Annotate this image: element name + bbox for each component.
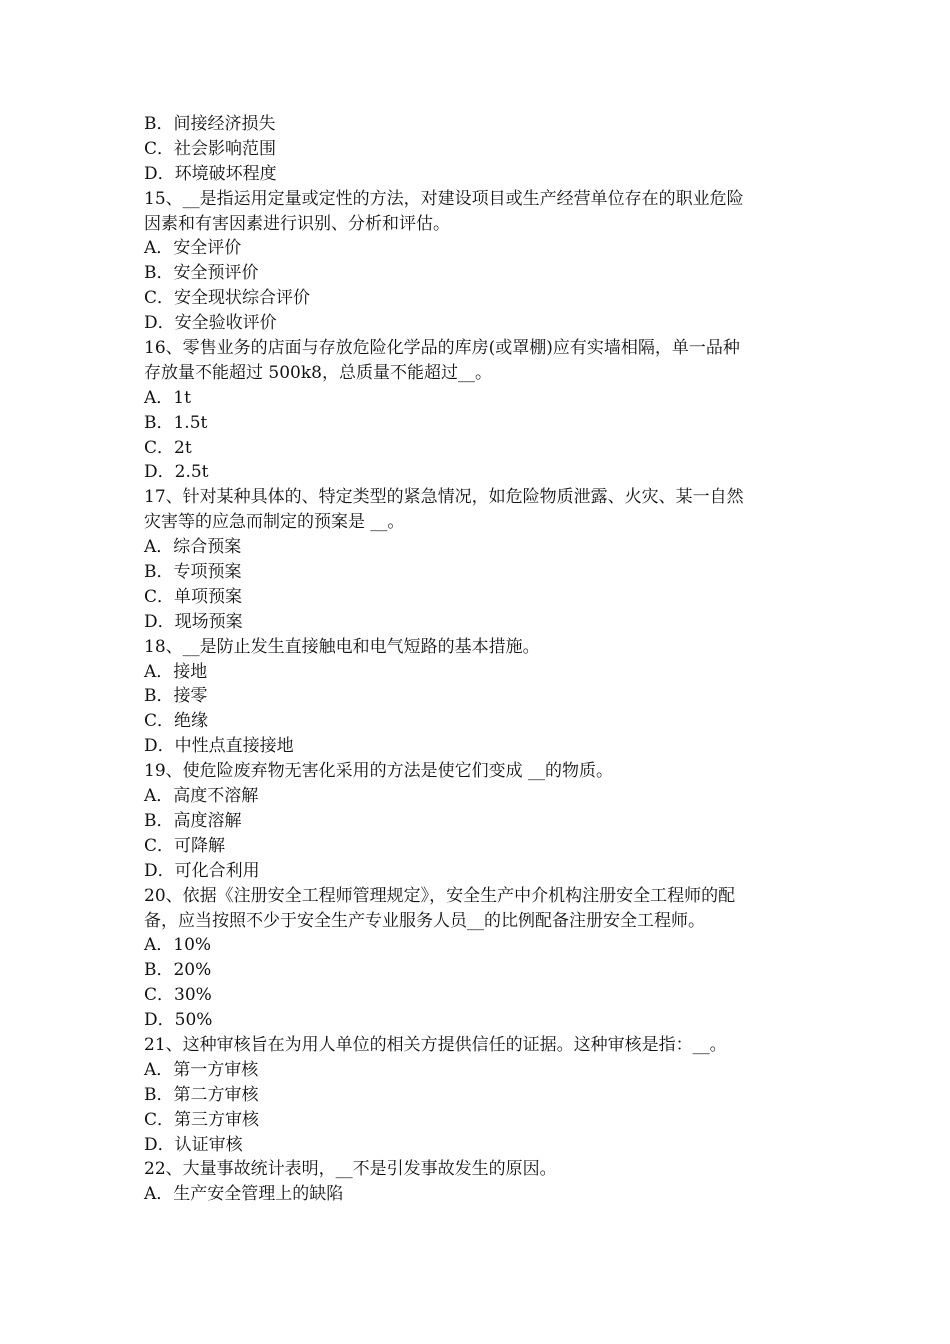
option-line: B．安全预评价	[144, 263, 259, 284]
option-line: D．安全验收评价	[144, 313, 277, 334]
question-line: 17、针对某种具体的、特定类型的紧急情况，如危险物质泄露、火灾、某一自然	[144, 487, 744, 508]
option-line: B．第二方审核	[144, 1084, 259, 1105]
question-line: 因素和有害因素进行识别、分析和评估。	[144, 213, 450, 234]
option-line: B．接零	[144, 686, 208, 707]
option-line: A．接地	[144, 661, 208, 682]
option-line: D．50%	[144, 1010, 213, 1031]
option-line: D．现场预案	[144, 611, 243, 632]
question-line: 19、使危险废弃物无害化采用的方法是使它们变成 __的物质。	[144, 761, 614, 782]
option-line: B．专项预案	[144, 562, 242, 583]
question-line: 18、__是防止发生直接触电和电气短路的基本措施。	[144, 636, 540, 657]
option-line: C．第三方审核	[144, 1109, 260, 1130]
option-line: A．安全评价	[144, 238, 242, 259]
option-line: C．社会影响范围	[144, 138, 277, 159]
option-line: A．第一方审核	[144, 1059, 259, 1080]
option-line: B．高度溶解	[144, 810, 242, 831]
question-line: 存放量不能超过 500k8，总质量不能超过__。	[144, 362, 492, 383]
option-line: C．30%	[144, 985, 212, 1006]
question-line: 16、零售业务的店面与存放危险化学品的库房(或罩棚)应有实墙相隔，单一品种	[144, 338, 740, 359]
option-line: A．高度不溶解	[144, 786, 259, 807]
option-line: A．综合预案	[144, 537, 242, 558]
option-line: A．生产安全管理上的缺陷	[144, 1184, 344, 1205]
option-line: D．2.5t	[144, 462, 209, 483]
option-line: C．绝缘	[144, 711, 209, 732]
question-line: 21、这种审核旨在为用人单位的相关方提供信任的证据。这种审核是指：__。	[144, 1034, 727, 1055]
option-line: B．20%	[144, 960, 212, 981]
option-line: B．1.5t	[144, 412, 208, 433]
question-line: 灾害等的应急而制定的预案是 __。	[144, 512, 405, 533]
option-line: C．单项预案	[144, 586, 243, 607]
option-line: A．10%	[144, 935, 212, 956]
option-line: C．2t	[144, 437, 192, 458]
option-line: C．安全现状综合评价	[144, 288, 311, 309]
question-line: 备，应当按照不少于安全生产专业服务人员__的比例配备注册安全工程师。	[144, 910, 705, 931]
option-line: C．可降解	[144, 835, 226, 856]
option-line: D．中性点直接接地	[144, 736, 294, 757]
option-line: D．认证审核	[144, 1134, 243, 1155]
option-line: D．环境破坏程度	[144, 163, 277, 184]
question-line: 20、依据《注册安全工程师管理规定》，安全生产中介机构注册安全工程师的配	[144, 885, 736, 906]
option-line: B．间接经济损失	[144, 114, 276, 134]
question-line: 22、大量事故统计表明，__不是引发事故发生的原因。	[144, 1159, 557, 1180]
option-line: A．1t	[144, 387, 191, 408]
option-line: D．可化合利用	[144, 860, 260, 881]
question-line: 15、__是指运用定量或定性的方法，对建设项目或生产经营单位存在的职业危险	[144, 188, 744, 209]
document-page	[144, 112, 816, 1207]
